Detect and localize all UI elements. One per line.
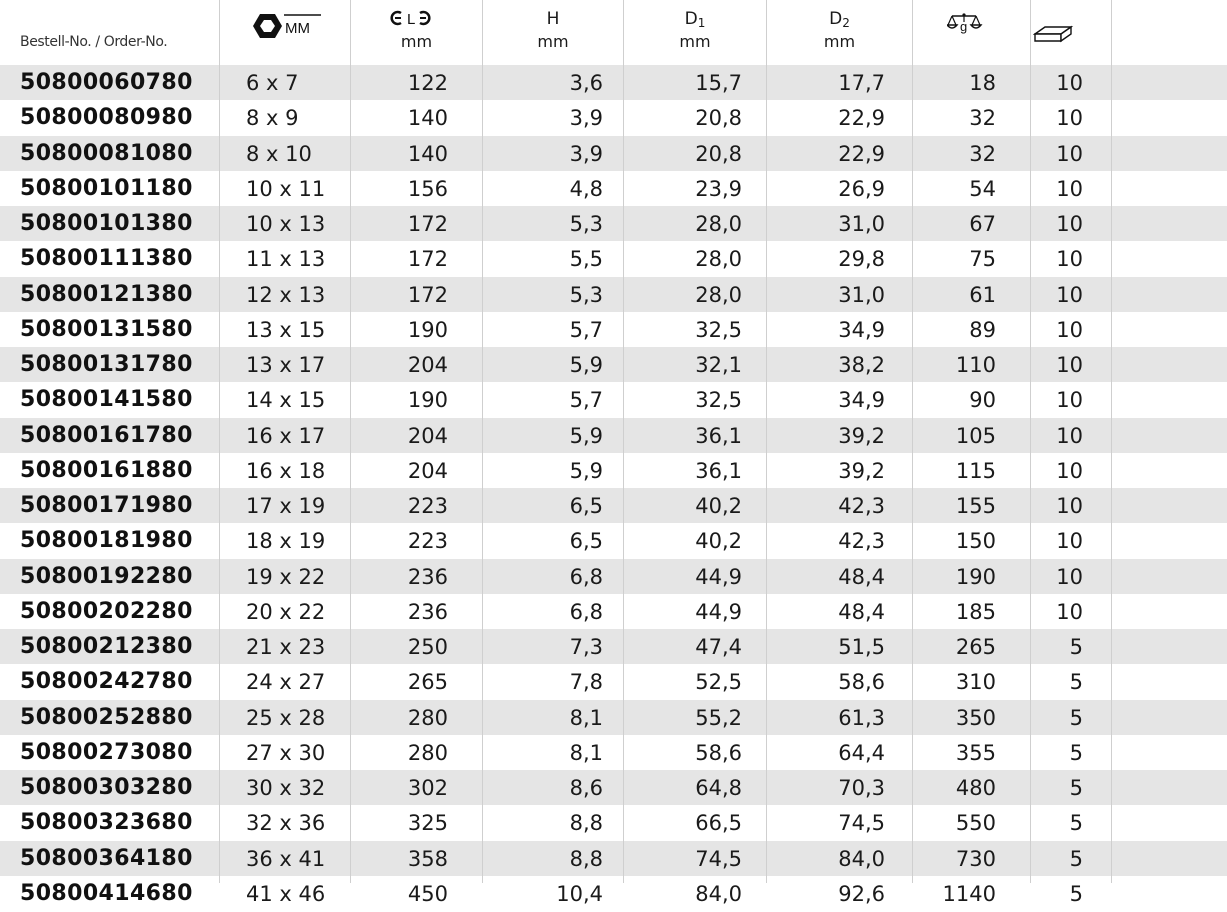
cell-length: 204	[407, 458, 448, 483]
d2-label-wrap	[767, 10, 912, 32]
cell-weight: 75	[969, 247, 996, 272]
cell-size: 21 x 23	[246, 635, 326, 659]
cell-weight: 1140	[942, 881, 996, 906]
cell-qty: 10	[1056, 212, 1083, 236]
cell-order: 50800323680	[20, 810, 193, 836]
cell-h: 3,9	[569, 141, 603, 166]
size-unit-label: MM	[285, 20, 310, 37]
cell-d2: 92,6	[838, 881, 885, 906]
cell-d2: 38,2	[838, 353, 885, 377]
cell-d1: 28,0	[695, 282, 742, 307]
cell-order: 50800141580	[20, 387, 193, 413]
cell-h: 8,8	[569, 846, 603, 871]
cell-qty: 5	[1069, 705, 1083, 730]
cell-h: 7,3	[569, 635, 603, 659]
cell-length: 250	[407, 635, 448, 659]
svg-text:L: L	[407, 11, 416, 28]
cell-qty: 10	[1056, 599, 1083, 624]
length-unit: mm	[400, 32, 433, 51]
cell-h: 8,8	[569, 811, 603, 836]
cell-weight: 89	[969, 317, 996, 342]
cell-size: 13 x 17	[246, 353, 326, 377]
cell-d2: 42,3	[838, 494, 885, 518]
cell-qty: 5	[1069, 670, 1083, 695]
d1-sub: 1	[697, 16, 706, 30]
h-label: H	[546, 9, 560, 29]
cell-length: 204	[407, 353, 448, 377]
cell-d2: 22,9	[838, 106, 885, 131]
cell-d1: 44,9	[695, 564, 742, 589]
header-order-no	[0, 0, 219, 64]
cell-size: 12 x 13	[246, 282, 326, 307]
h-unit: mm	[537, 32, 569, 51]
cell-length: 325	[407, 811, 448, 836]
weight-unit: g	[960, 19, 968, 34]
cell-length: 223	[407, 494, 448, 518]
cell-h: 5,3	[569, 282, 603, 307]
table-row	[0, 241, 1227, 276]
cell-d1: 40,2	[695, 529, 742, 554]
header-d1	[624, 0, 766, 64]
table-row	[0, 594, 1227, 629]
cell-order: 50800171980	[20, 493, 193, 518]
cell-d1: 15,7	[695, 71, 742, 95]
cell-length: 172	[407, 212, 448, 236]
cell-d1: 23,9	[695, 176, 742, 201]
package-box-icon	[1033, 24, 1075, 46]
cell-qty: 5	[1069, 811, 1083, 836]
weight-scale-icon	[947, 10, 993, 40]
cell-d2: 58,6	[838, 670, 885, 695]
cell-weight: 110	[955, 353, 996, 377]
cell-d1: 58,6	[695, 740, 742, 765]
cell-qty: 10	[1056, 494, 1083, 518]
cell-size: 19 x 22	[246, 564, 326, 589]
cell-qty: 5	[1069, 846, 1083, 871]
cell-order: 50800080980	[20, 105, 193, 131]
cell-length: 172	[407, 247, 448, 272]
cell-size: 8 x 10	[246, 141, 312, 166]
cell-size: 27 x 30	[246, 740, 326, 765]
cell-length: 280	[407, 740, 448, 765]
cell-order: 50800101180	[20, 175, 193, 201]
cell-h: 4,8	[569, 176, 603, 201]
cell-size: 11 x 13	[246, 247, 326, 272]
cell-d2: 48,4	[838, 599, 885, 624]
cell-h: 5,9	[569, 423, 603, 448]
cell-d1: 55,2	[695, 705, 742, 730]
cell-size: 17 x 19	[246, 494, 326, 518]
cell-h: 8,6	[569, 776, 603, 800]
cell-weight: 61	[969, 282, 996, 307]
table-row	[0, 65, 1227, 100]
cell-weight: 105	[955, 423, 996, 448]
cell-d1: 74,5	[695, 846, 742, 871]
cell-weight: 150	[955, 529, 996, 554]
column-divider	[1030, 0, 1031, 883]
d2-sub: 2	[842, 16, 850, 30]
cell-qty: 10	[1056, 353, 1083, 377]
cell-qty: 10	[1056, 423, 1083, 448]
header-weight	[913, 0, 1030, 64]
cell-size: 8 x 9	[246, 106, 299, 131]
cell-size: 10 x 11	[246, 176, 326, 201]
cell-order: 50800131780	[20, 352, 193, 377]
cell-qty: 10	[1056, 282, 1083, 307]
cell-order: 50800121380	[20, 281, 193, 307]
cell-d2: 22,9	[838, 141, 885, 166]
table-row	[0, 453, 1227, 488]
cell-length: 280	[407, 705, 448, 730]
cell-d2: 84,0	[838, 846, 885, 871]
cell-h: 3,9	[569, 106, 603, 131]
table-row	[0, 100, 1227, 135]
cell-d1: 66,5	[695, 811, 742, 836]
cell-d2: 61,3	[838, 705, 885, 730]
cell-order: 50800252880	[20, 704, 193, 730]
table-row	[0, 876, 1227, 911]
cell-order: 50800192280	[20, 563, 193, 589]
cell-order: 50800212380	[20, 634, 193, 659]
cell-qty: 5	[1069, 881, 1083, 906]
cell-length: 190	[407, 388, 448, 413]
cell-h: 3,6	[569, 71, 603, 95]
cell-order: 50800131580	[20, 316, 193, 342]
hexagon-icon	[250, 12, 350, 42]
cell-h: 8,1	[569, 740, 603, 765]
cell-d2: 70,3	[838, 776, 885, 800]
table-row	[0, 277, 1227, 312]
cell-size: 16 x 18	[246, 458, 326, 483]
length-arrows-icon	[387, 10, 447, 28]
cell-length: 140	[407, 141, 448, 166]
cell-qty: 10	[1056, 458, 1083, 483]
table-row	[0, 805, 1227, 840]
cell-length: 236	[407, 564, 448, 589]
d2-label: D	[829, 9, 843, 29]
cell-weight: 310	[955, 670, 996, 695]
cell-h: 7,8	[569, 670, 603, 695]
cell-weight: 480	[955, 776, 996, 800]
cell-h: 8,1	[569, 705, 603, 730]
cell-order: 50800273080	[20, 739, 193, 765]
cell-d1: 64,8	[695, 776, 742, 800]
cell-order: 50800414680	[20, 880, 193, 906]
cell-d1: 28,0	[695, 212, 742, 236]
cell-order: 50800101380	[20, 211, 193, 236]
table-row	[0, 488, 1227, 523]
cell-length: 223	[407, 529, 448, 554]
cell-d2: 39,2	[838, 458, 885, 483]
cell-qty: 10	[1056, 71, 1083, 95]
column-divider	[766, 0, 767, 883]
cell-weight: 90	[969, 388, 996, 413]
cell-order: 50800161780	[20, 422, 193, 448]
column-divider	[350, 0, 351, 883]
cell-length: 190	[407, 317, 448, 342]
cell-order: 50800202280	[20, 598, 193, 624]
cell-length: 265	[407, 670, 448, 695]
header-size	[220, 0, 350, 64]
cell-weight: 185	[955, 599, 996, 624]
cell-d1: 28,0	[695, 247, 742, 272]
table-row	[0, 206, 1227, 241]
cell-d1: 52,5	[695, 670, 742, 695]
cell-d2: 74,5	[838, 811, 885, 836]
cell-d2: 17,7	[838, 71, 885, 95]
cell-d2: 29,8	[838, 247, 885, 272]
cell-weight: 350	[955, 705, 996, 730]
cell-qty: 10	[1056, 317, 1083, 342]
cell-size: 6 x 7	[246, 71, 299, 95]
cell-order: 50800242780	[20, 669, 193, 695]
cell-size: 41 x 46	[246, 881, 326, 906]
cell-d2: 31,0	[838, 212, 885, 236]
cell-d1: 32,5	[695, 388, 742, 413]
table-row	[0, 770, 1227, 805]
cell-length: 140	[407, 106, 448, 131]
cell-weight: 32	[969, 141, 996, 166]
cell-d1: 47,4	[695, 635, 742, 659]
cell-qty: 5	[1069, 635, 1083, 659]
table-row	[0, 418, 1227, 453]
cell-d2: 31,0	[838, 282, 885, 307]
cell-size: 20 x 22	[246, 599, 326, 624]
table-row	[0, 735, 1227, 770]
cell-d1: 40,2	[695, 494, 742, 518]
cell-length: 302	[407, 776, 448, 800]
d1-label-wrap	[624, 10, 766, 32]
cell-d2: 51,5	[838, 635, 885, 659]
cell-qty: 10	[1056, 388, 1083, 413]
cell-size: 30 x 32	[246, 776, 326, 800]
cell-h: 6,8	[569, 564, 603, 589]
cell-size: 10 x 13	[246, 212, 326, 236]
column-divider	[1111, 0, 1112, 883]
d1-label: D	[684, 9, 698, 29]
cell-weight: 265	[955, 635, 996, 659]
cell-length: 358	[407, 846, 448, 871]
table-row	[0, 841, 1227, 876]
table-row	[0, 629, 1227, 664]
header-package	[1031, 0, 1111, 64]
cell-qty: 5	[1069, 740, 1083, 765]
cell-qty: 10	[1056, 176, 1083, 201]
cell-order: 50800303280	[20, 775, 193, 800]
table-header	[0, 0, 1227, 64]
cell-weight: 18	[969, 71, 996, 95]
header-length	[351, 0, 482, 64]
table-row	[0, 559, 1227, 594]
cell-weight: 730	[955, 846, 996, 871]
cell-qty: 10	[1056, 247, 1083, 272]
cell-d1: 20,8	[695, 106, 742, 131]
cell-weight: 155	[955, 494, 996, 518]
cell-d2: 42,3	[838, 529, 885, 554]
cell-d1: 84,0	[695, 881, 742, 906]
cell-qty: 5	[1069, 776, 1083, 800]
column-divider	[219, 0, 220, 883]
column-divider	[623, 0, 624, 883]
cell-h: 5,9	[569, 353, 603, 377]
cell-length: 122	[407, 71, 448, 95]
cell-h: 6,5	[569, 529, 603, 554]
table-row	[0, 523, 1227, 558]
cell-d1: 20,8	[695, 141, 742, 166]
cell-length: 156	[407, 176, 448, 201]
cell-h: 10,4	[556, 881, 603, 906]
cell-order: 50800364180	[20, 845, 193, 871]
d1-unit: mm	[679, 32, 711, 51]
cell-d2: 39,2	[838, 423, 885, 448]
cell-qty: 10	[1056, 564, 1083, 589]
table-row	[0, 171, 1227, 206]
table-row	[0, 136, 1227, 171]
cell-h: 5,3	[569, 212, 603, 236]
cell-h: 5,7	[569, 388, 603, 413]
cell-d2: 34,9	[838, 317, 885, 342]
cell-order: 50800181980	[20, 528, 193, 554]
cell-size: 32 x 36	[246, 811, 326, 836]
cell-weight: 67	[969, 212, 996, 236]
cell-length: 204	[407, 423, 448, 448]
cell-order: 50800161880	[20, 457, 193, 483]
cell-d1: 36,1	[695, 423, 742, 448]
cell-d1: 36,1	[695, 458, 742, 483]
cell-d2: 34,9	[838, 388, 885, 413]
cell-weight: 355	[955, 740, 996, 765]
cell-d1: 44,9	[695, 599, 742, 624]
column-divider	[912, 0, 913, 883]
cell-size: 24 x 27	[246, 670, 326, 695]
table-row	[0, 700, 1227, 735]
cell-size: 36 x 41	[246, 846, 326, 871]
cell-weight: 550	[955, 811, 996, 836]
header-d2	[767, 0, 912, 64]
cell-size: 14 x 15	[246, 388, 326, 413]
header-h	[483, 0, 623, 64]
cell-size: 16 x 17	[246, 423, 326, 448]
table-row	[0, 382, 1227, 417]
cell-order: 50800060780	[20, 70, 193, 95]
cell-d1: 32,5	[695, 317, 742, 342]
cell-size: 18 x 19	[246, 529, 326, 554]
cell-d2: 48,4	[838, 564, 885, 589]
cell-size: 13 x 15	[246, 317, 326, 342]
cell-weight: 115	[955, 458, 996, 483]
cell-h: 5,9	[569, 458, 603, 483]
cell-qty: 10	[1056, 529, 1083, 554]
cell-h: 5,5	[569, 247, 603, 272]
cell-h: 6,5	[569, 494, 603, 518]
cell-size: 25 x 28	[246, 705, 326, 730]
table-row	[0, 347, 1227, 382]
cell-order: 50800081080	[20, 140, 193, 166]
cell-order: 50800111380	[20, 246, 193, 272]
cell-weight: 32	[969, 106, 996, 131]
cell-h: 5,7	[569, 317, 603, 342]
cell-d2: 26,9	[838, 176, 885, 201]
header-order-label: Bestell-No. / Order-No.	[20, 34, 168, 50]
cell-length: 236	[407, 599, 448, 624]
cell-weight: 54	[969, 176, 996, 201]
cell-length: 172	[407, 282, 448, 307]
cell-length: 450	[407, 881, 448, 906]
cell-weight: 190	[955, 564, 996, 589]
cell-qty: 10	[1056, 106, 1083, 131]
table-row	[0, 664, 1227, 699]
d2-unit: mm	[823, 32, 856, 51]
table-row	[0, 312, 1227, 347]
cell-qty: 10	[1056, 141, 1083, 166]
column-divider	[482, 0, 483, 883]
cell-d1: 32,1	[695, 353, 742, 377]
cell-d2: 64,4	[838, 740, 885, 765]
cell-h: 6,8	[569, 599, 603, 624]
